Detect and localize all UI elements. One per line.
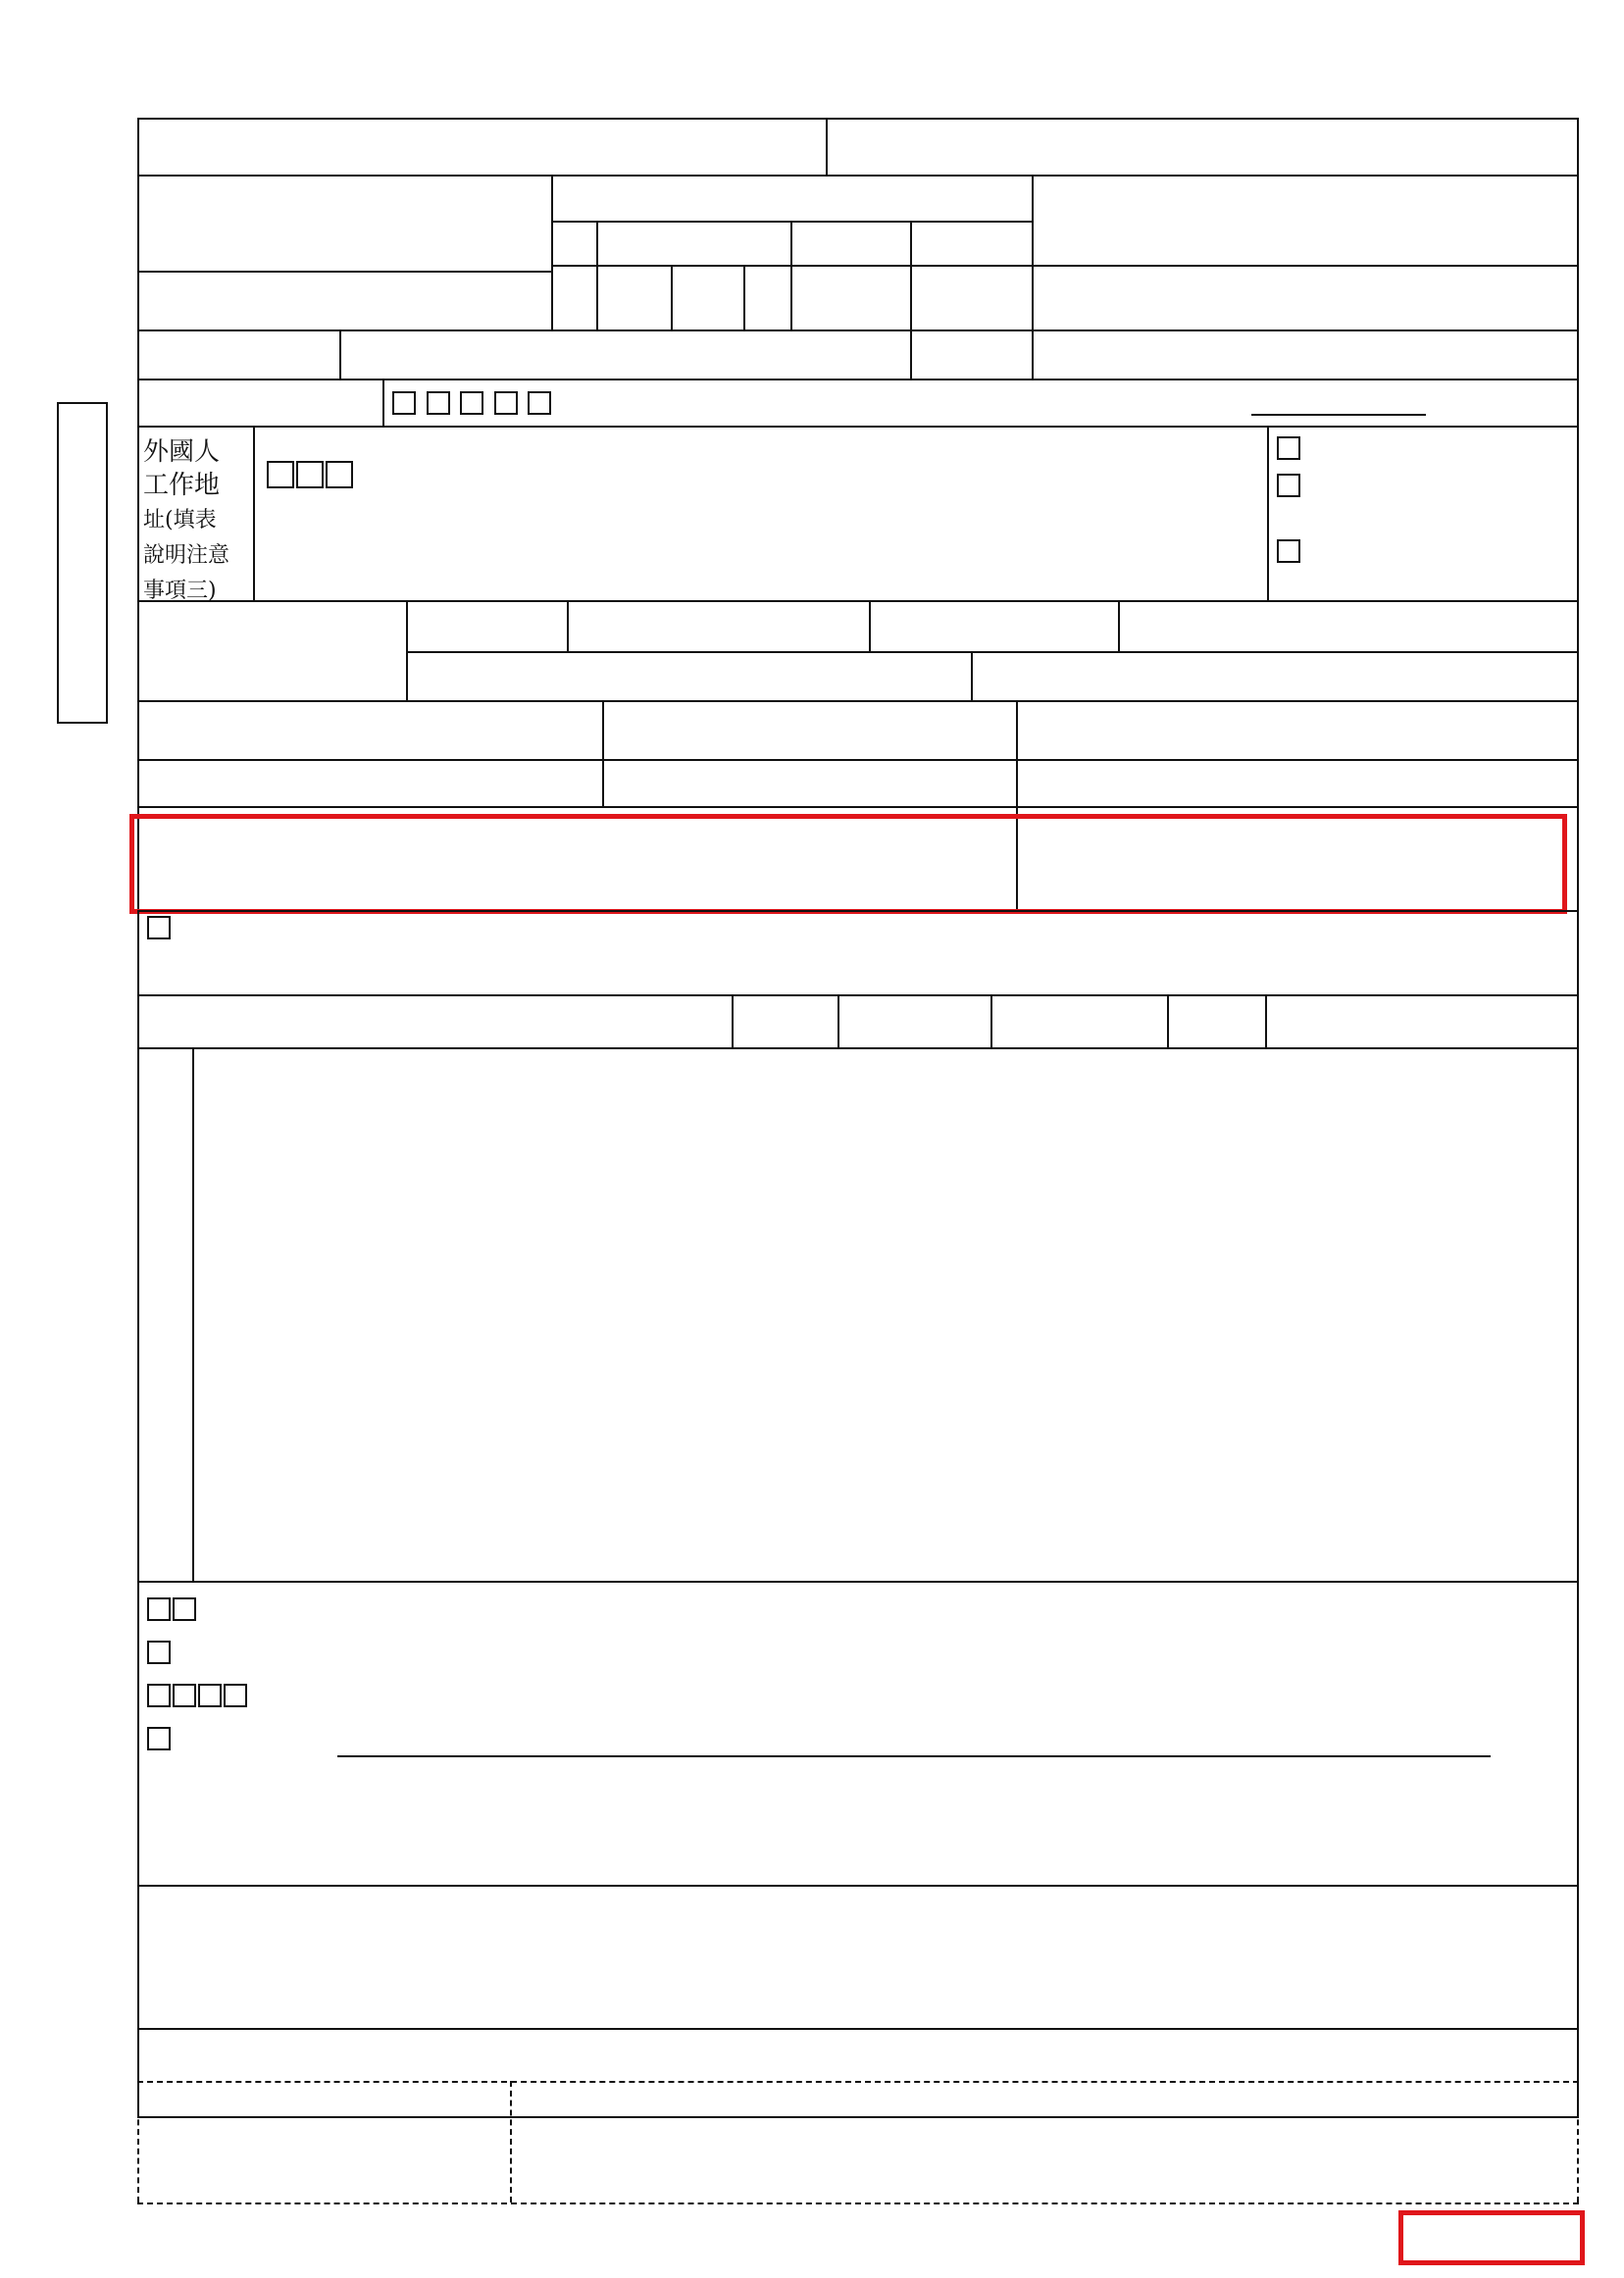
checkbox[interactable]: [528, 391, 551, 415]
checkbox[interactable]: [494, 391, 518, 415]
addr-option-3: [1277, 537, 1576, 567]
checkbox[interactable]: [392, 391, 416, 415]
checkbox[interactable]: [147, 916, 171, 939]
version-highlight: [1398, 2210, 1585, 2265]
highlight-box: [129, 814, 1567, 914]
addr-option-2: [1277, 473, 1571, 499]
zip-boxes[interactable]: [267, 461, 355, 489]
checkbox[interactable]: [460, 391, 483, 415]
side-note-box: [57, 402, 108, 724]
nationality-options: [392, 390, 553, 417]
address-label: 外國人 工作地 址(填表 說明注意 事項三): [143, 437, 230, 603]
addr-option-1: [1277, 435, 1302, 462]
email-field[interactable]: [343, 331, 907, 379]
checkbox[interactable]: [427, 391, 450, 415]
